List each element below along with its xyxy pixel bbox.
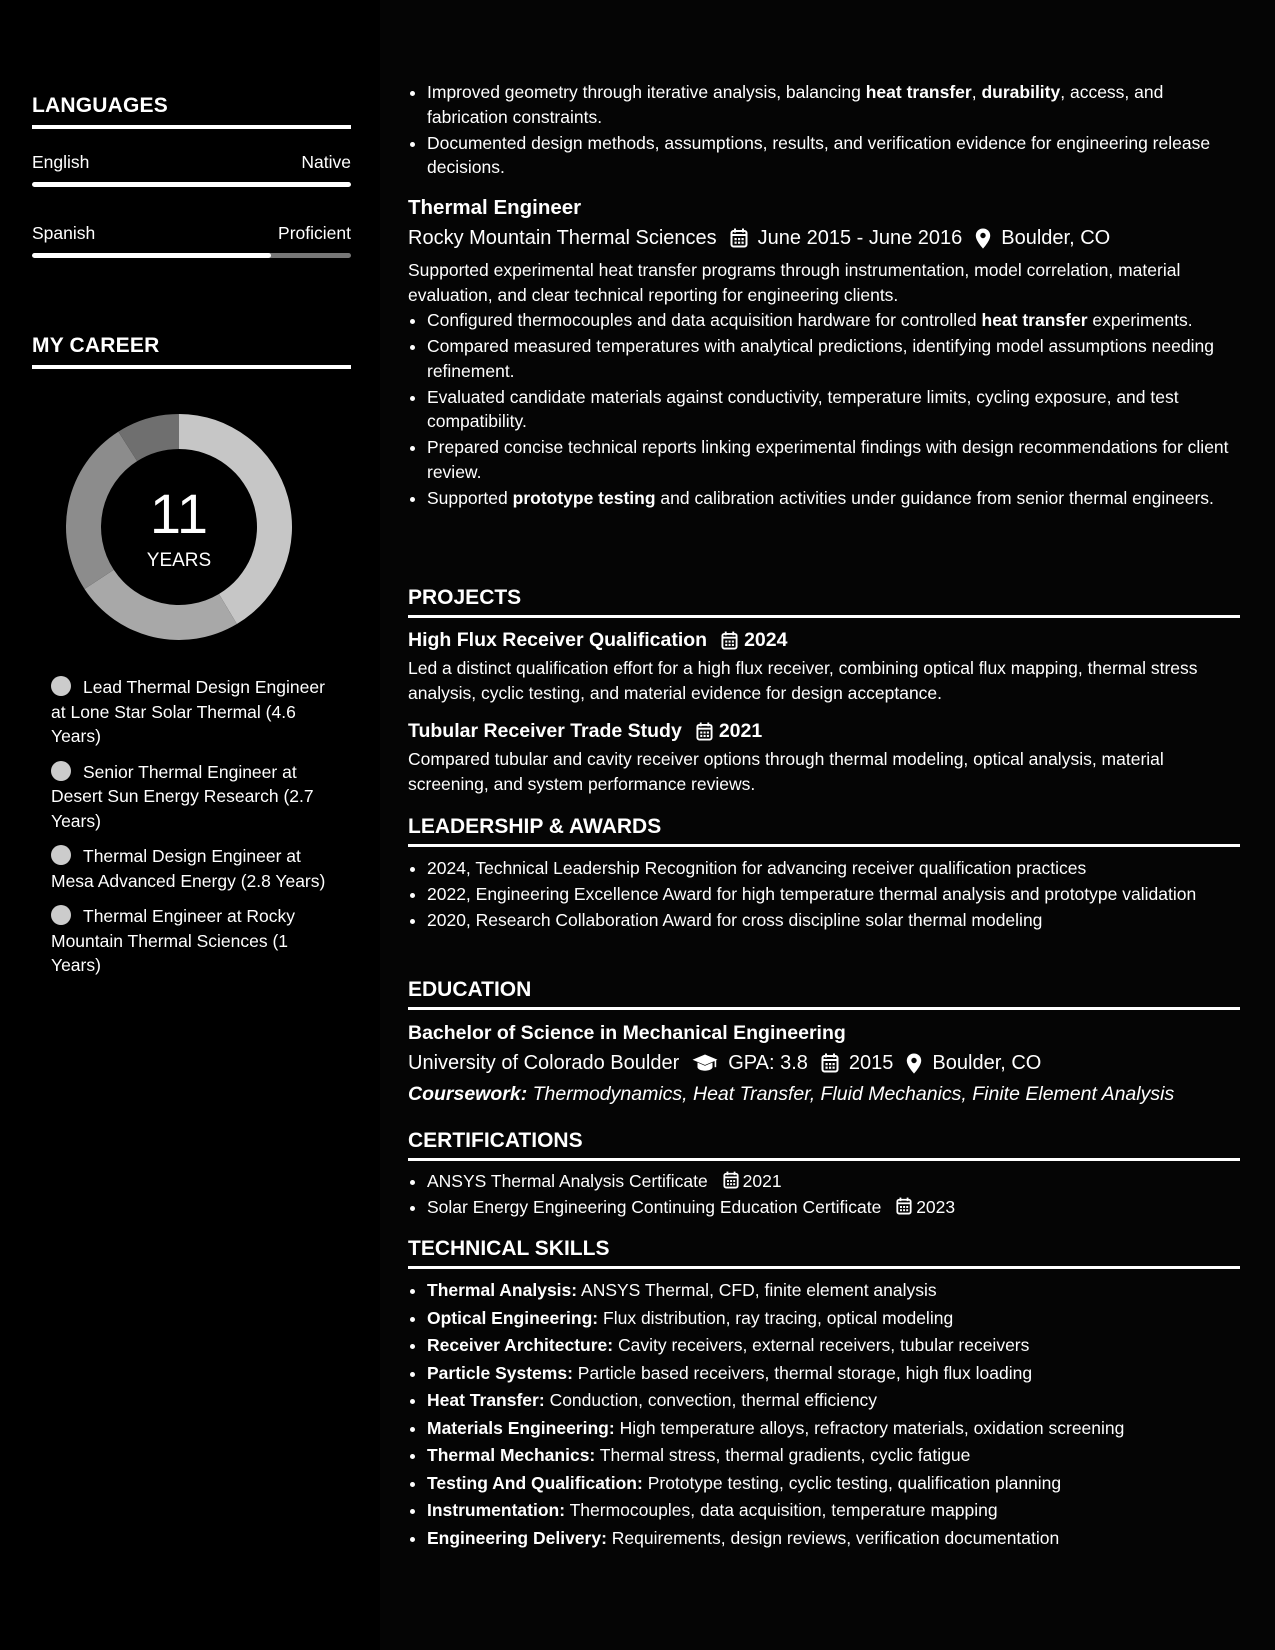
bullet-item: • Configured thermocouples and data acquisition hardware for controlled heat transfer experiments.	[427, 308, 1240, 333]
skills-heading: TECHNICAL SKILLS	[408, 1237, 1240, 1269]
language-bar	[32, 253, 351, 258]
calendar-icon	[730, 228, 748, 248]
language-name: English	[32, 152, 90, 172]
skill-item: • Thermal Analysis: ANSYS Thermal, CFD, finite element analysis	[427, 1277, 1240, 1303]
career-dot-icon	[51, 905, 71, 925]
career-dot-icon	[51, 845, 71, 865]
career-item-text: Thermal Design Engineer at Mesa Advanced Energy (2.8 Years)	[51, 846, 326, 891]
career-section	[32, 334, 351, 369]
project-description: Led a distinct qualification effort for a high flux receiver, combining optical flux mapping, thermal stress analysis, cyclic testing, and material evidence for design acceptance.	[408, 658, 1198, 703]
certification-item: • Solar Energy Engineering Continuing Education Certificate 2023	[427, 1195, 1240, 1220]
leadership-section	[408, 815, 1240, 934]
education-heading: EDUCATION	[408, 978, 1240, 1010]
skill-item: • Engineering Delivery: Requirements, design reviews, verification documentation	[427, 1525, 1240, 1551]
language-name: Spanish	[32, 223, 96, 243]
bullet-item: • Compared measured temperatures with analytical predictions, identifying model assumptions needing refinement.	[427, 334, 1240, 383]
calendar-icon	[696, 722, 713, 741]
calendar-icon	[821, 1053, 839, 1073]
location-pin-icon	[975, 228, 991, 249]
language-level: Native	[301, 152, 351, 172]
school-name: University of Colorado Boulder	[408, 1052, 680, 1074]
job-title: Thermal Engineer	[408, 196, 582, 219]
job-summary: Supported experimental heat transfer programs through instrumentation, model correlation, material evaluation, and clear technical reporting for engineering clients.	[408, 260, 1181, 305]
project-description: Compared tubular and cavity receiver options through thermal modeling, optical analysis, material screening, and system performance reviews.	[408, 749, 1164, 794]
education-section	[408, 978, 1240, 1107]
certifications-section	[408, 1129, 1240, 1221]
award-item: • 2024, Technical Leadership Recognition for advancing receiver qualification practices	[427, 856, 1240, 881]
job-company: Rocky Mountain Thermal Sciences	[408, 227, 717, 249]
career-item	[51, 760, 336, 834]
skill-item: • Receiver Architecture: Cavity receivers, external receivers, tubular receivers	[427, 1332, 1240, 1358]
career-list	[51, 675, 336, 989]
skill-item: • Particle Systems: Particle based receivers, thermal storage, high flux loading	[427, 1360, 1240, 1386]
job-location: Boulder, CO	[1001, 227, 1111, 249]
projects-section	[408, 586, 1240, 796]
career-item-text: Lead Thermal Design Engineer at Lone Star Solar Thermal (4.6 Years)	[51, 677, 325, 746]
bullet-item: • Improved geometry through iterative analysis, balancing heat transfer, durability, access, and fabrication constraints.	[427, 80, 1240, 129]
skill-item: • Optical Engineering: Flux distribution, ray tracing, optical modeling	[427, 1305, 1240, 1331]
language-level: Proficient	[278, 223, 351, 243]
bullet-item: • Supported prototype testing and calibration activities under guidance from senior thermal engineers.	[427, 486, 1240, 511]
career-total-years: 11	[149, 482, 209, 545]
job-entry	[408, 195, 1240, 512]
location-pin-icon	[906, 1053, 922, 1074]
career-donut-chart	[66, 414, 292, 640]
graduation-year: 2015	[848, 1052, 894, 1074]
certification-item: • ANSYS Thermal Analysis Certificate 2021	[427, 1169, 1240, 1194]
career-item-text: Senior Thermal Engineer at Desert Sun Energy Research (2.7 Years)	[51, 761, 314, 831]
leadership-heading: LEADERSHIP & AWARDS	[408, 815, 1240, 847]
language-row	[32, 151, 351, 173]
skill-item: • Thermal Mechanics: Thermal stress, thermal gradients, cyclic fatigue	[427, 1442, 1240, 1468]
skills-list	[408, 1277, 1240, 1551]
bullet-item: • Documented design methods, assumptions, results, and verification evidence for engineering release decisions.	[427, 131, 1240, 180]
school-location: Boulder, CO	[932, 1052, 1042, 1074]
job-meta	[408, 225, 1240, 251]
project-title: Tubular Receiver Trade Study 2021	[408, 720, 763, 742]
education-meta	[408, 1050, 1240, 1076]
certifications-heading: CERTIFICATIONS	[408, 1129, 1240, 1161]
career-item	[51, 675, 336, 749]
skill-item: • Heat Transfer: Conduction, convection, thermal efficiency	[427, 1387, 1240, 1413]
previous-job-bullets	[408, 80, 1240, 181]
languages-section	[32, 94, 351, 258]
calendar-icon	[896, 1197, 912, 1215]
career-heading: MY CAREER	[32, 334, 351, 369]
career-item	[51, 904, 336, 978]
career-item-text: Thermal Engineer at Rocky Mountain Thermal Sciences (1 Years)	[51, 906, 296, 975]
skill-item: • Testing And Qualification: Prototype testing, cyclic testing, qualification planning	[427, 1470, 1240, 1496]
job-dates: June 2015 - June 2016	[757, 227, 963, 249]
projects-heading: PROJECTS	[408, 586, 1240, 618]
skills-section	[408, 1237, 1240, 1552]
gpa: GPA: 3.8	[728, 1052, 808, 1074]
calendar-icon	[723, 1171, 739, 1189]
career-dot-icon	[51, 761, 71, 781]
bullet-item: • Evaluated candidate materials against conductivity, temperature limits, cycling exposure, and test compatibility.	[427, 385, 1240, 434]
language-row	[32, 222, 351, 244]
career-dot-icon	[51, 676, 71, 696]
language-bar-fill	[32, 253, 271, 258]
award-item: • 2020, Research Collaboration Award for cross discipline solar thermal modeling	[427, 908, 1240, 933]
graduation-cap-icon	[692, 1054, 718, 1072]
skill-item: • Instrumentation: Thermocouples, data acquisition, temperature mapping	[427, 1497, 1240, 1523]
calendar-icon	[721, 631, 738, 650]
career-item	[51, 844, 336, 893]
language-bar-fill	[32, 182, 351, 187]
project-title: High Flux Receiver Qualification 2024	[408, 629, 788, 651]
coursework: Coursework: Thermodynamics, Heat Transfer, Fluid Mechanics, Finite Element Analysis	[408, 1083, 1175, 1105]
sidebar	[0, 0, 380, 1650]
career-total-unit: YEARS	[146, 550, 212, 571]
degree-title: Bachelor of Science in Mechanical Engineering	[408, 1022, 846, 1044]
award-item: • 2022, Engineering Excellence Award for high temperature thermal analysis and prototype validation	[427, 882, 1240, 907]
bullet-item: • Prepared concise technical reports linking experimental findings with design recommendations for client review.	[427, 435, 1240, 484]
donut-slice	[84, 570, 236, 640]
skill-item: • Materials Engineering: High temperature alloys, refractory materials, oxidation screening	[427, 1415, 1240, 1441]
language-bar	[32, 182, 351, 187]
languages-heading: LANGUAGES	[32, 94, 351, 129]
